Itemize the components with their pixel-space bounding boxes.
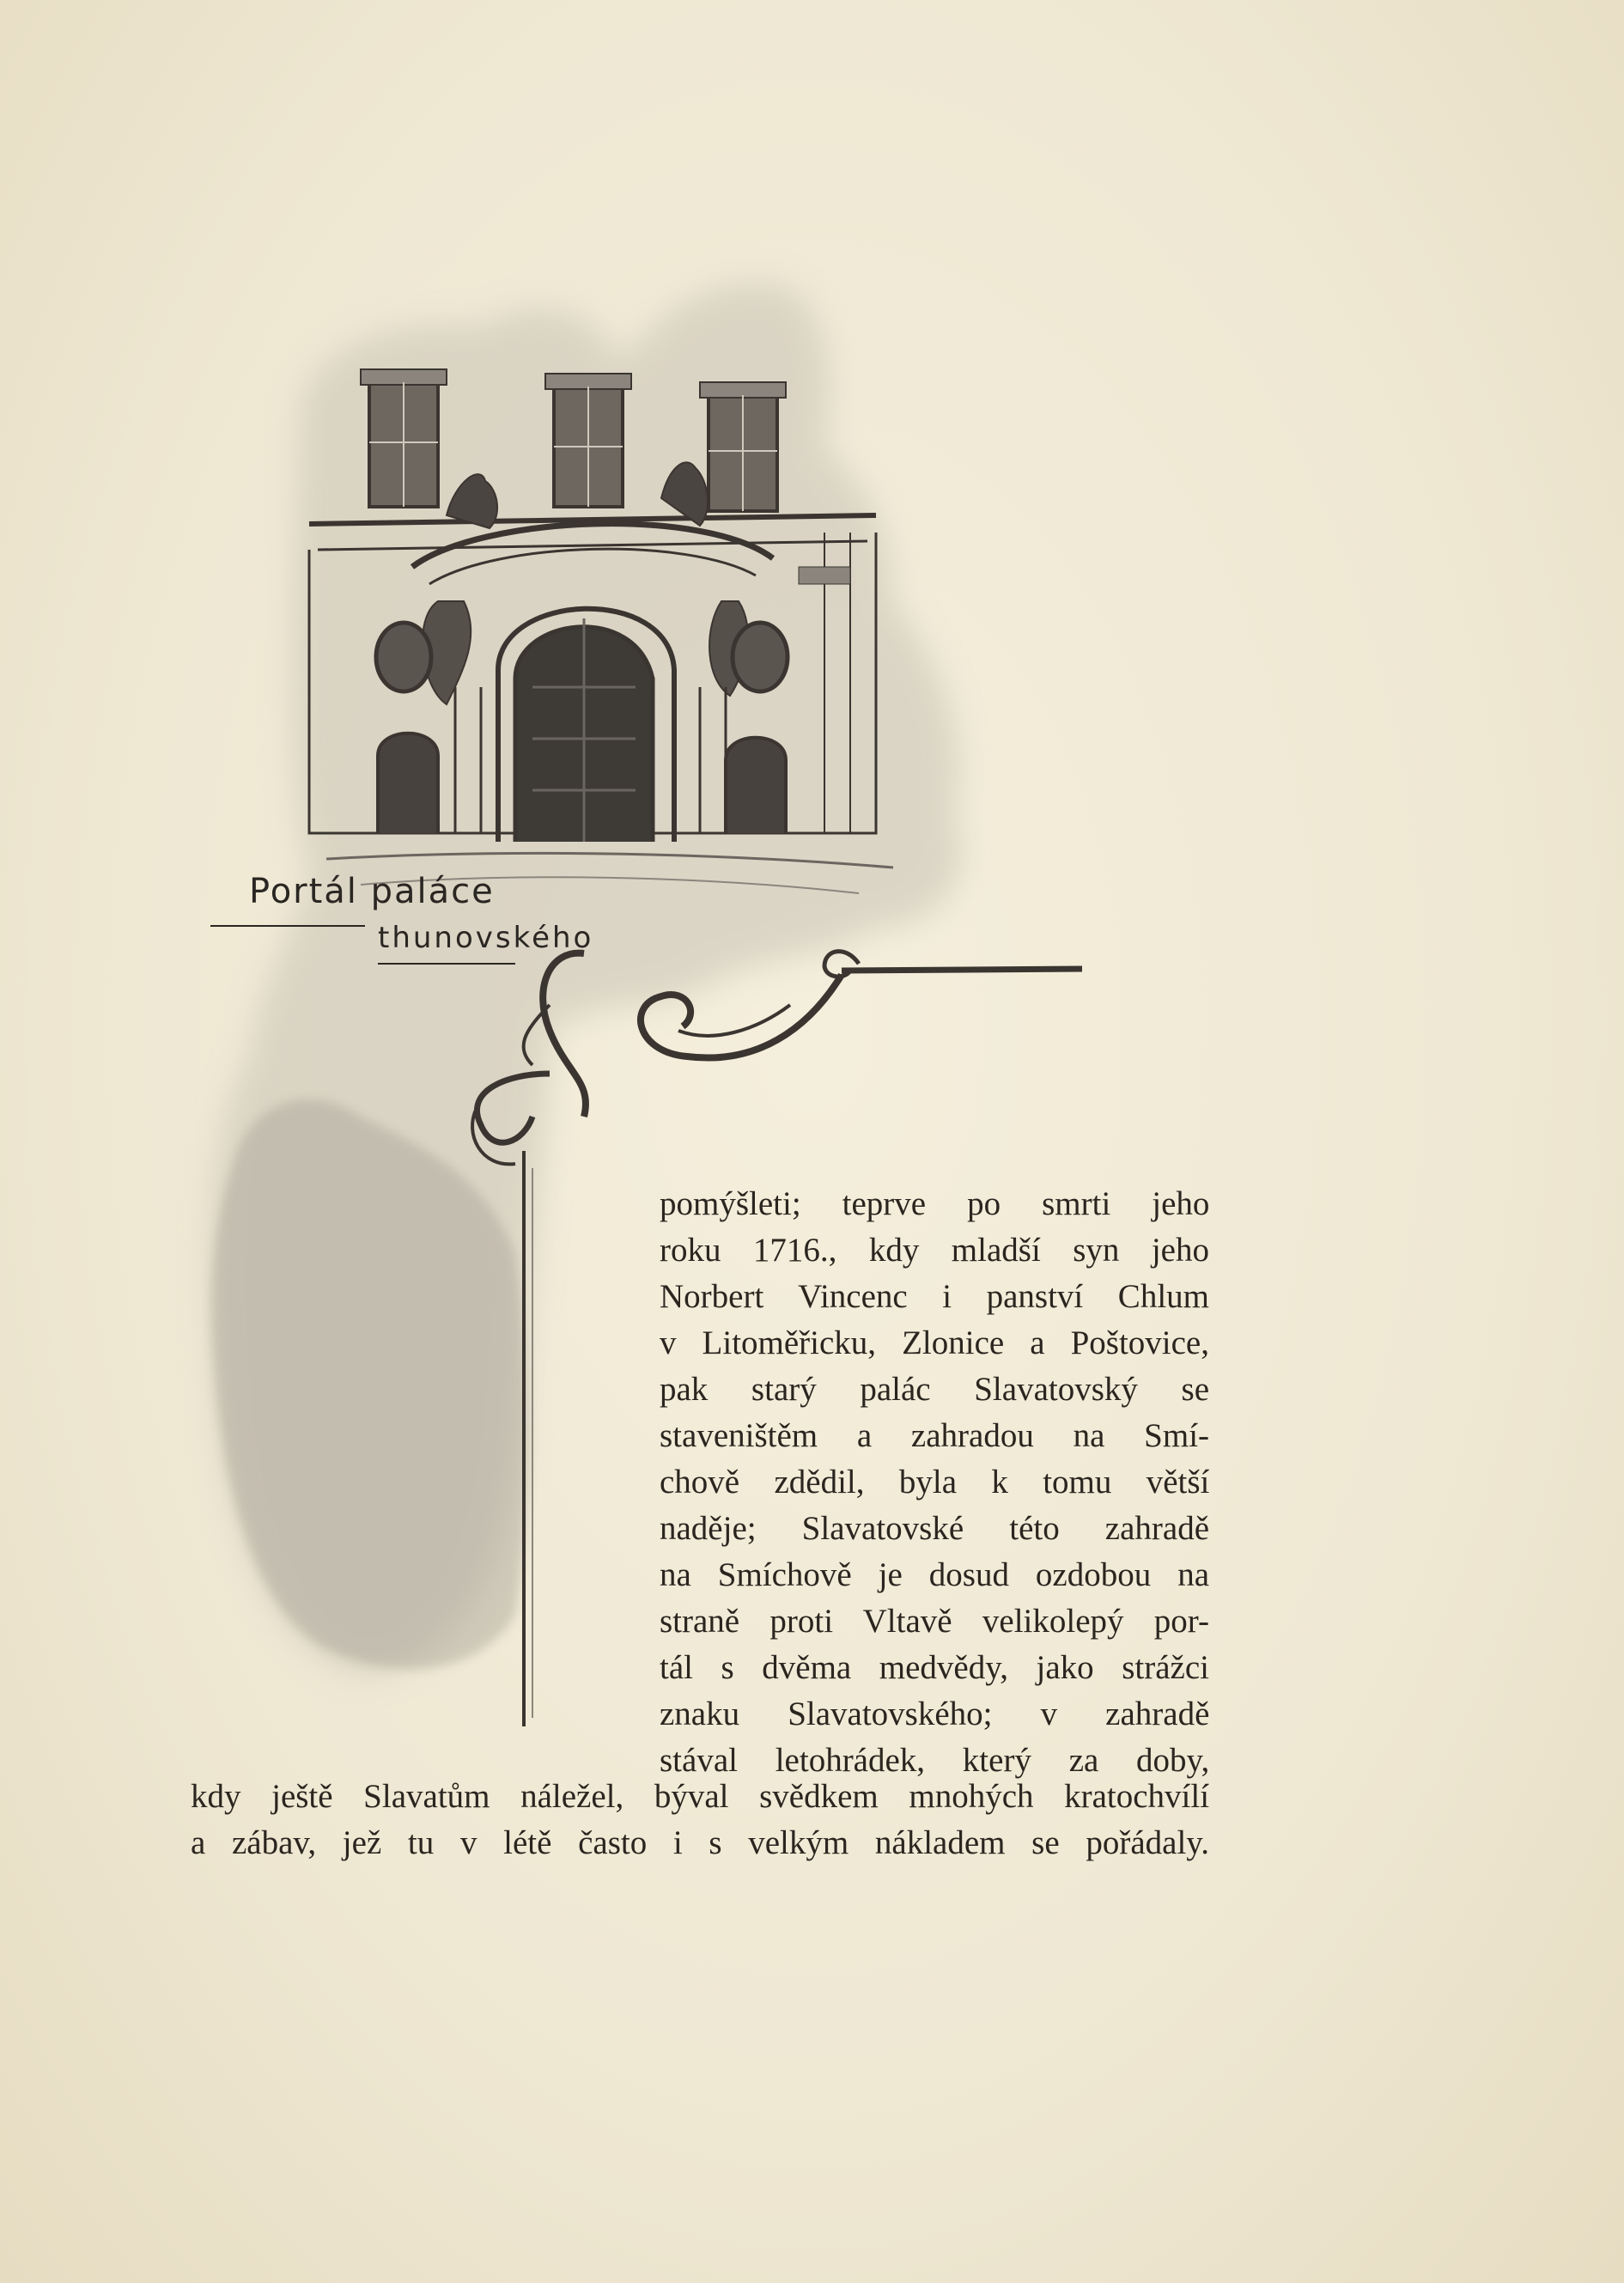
text-line: v Litoměřicku, Zlonice a Poštovice, [660, 1324, 1209, 1361]
body-text-full-width [191, 1774, 1209, 1866]
text-line: chově zdědil, byla k tomu větší [660, 1464, 1210, 1501]
text-line: pak starý palác Slavatovský se [660, 1371, 1209, 1408]
text-line: naděje; Slavatovské této zahradě [660, 1510, 1210, 1547]
text-line: kdy ještě Slavatům náležel, býval svědkem mnohých kratochvílí [191, 1778, 1210, 1815]
text-line: roku 1716., kdy mladší syn jeho [660, 1232, 1209, 1269]
illustration-caption-line-2: thunovského [378, 921, 594, 955]
body-text-narrow-column [660, 1181, 1209, 1784]
text-line: stával letohrádek, který za doby, [660, 1742, 1210, 1779]
text-line: tál s dvěma medvědy, jako strážci [660, 1649, 1209, 1686]
text-line: na Smíchově je dosud ozdobou na [660, 1556, 1209, 1593]
text-line: znaku Slavatovského; v zahradě [660, 1696, 1210, 1732]
text-line: Norbert Vincenc i panství Chlum [660, 1278, 1209, 1315]
text-line: staveništěm a zahradou na Smí- [660, 1417, 1210, 1454]
text-line: a zábav, jež tu v létě často i s velkým nákladem se pořádaly. [191, 1824, 1209, 1861]
text-line: straně proti Vltavě velikolepý por- [660, 1603, 1209, 1640]
text-line: pomýšleti; teprve po smrti jeho [660, 1185, 1210, 1222]
illustration-caption-line-1: Portál paláce [249, 872, 495, 911]
